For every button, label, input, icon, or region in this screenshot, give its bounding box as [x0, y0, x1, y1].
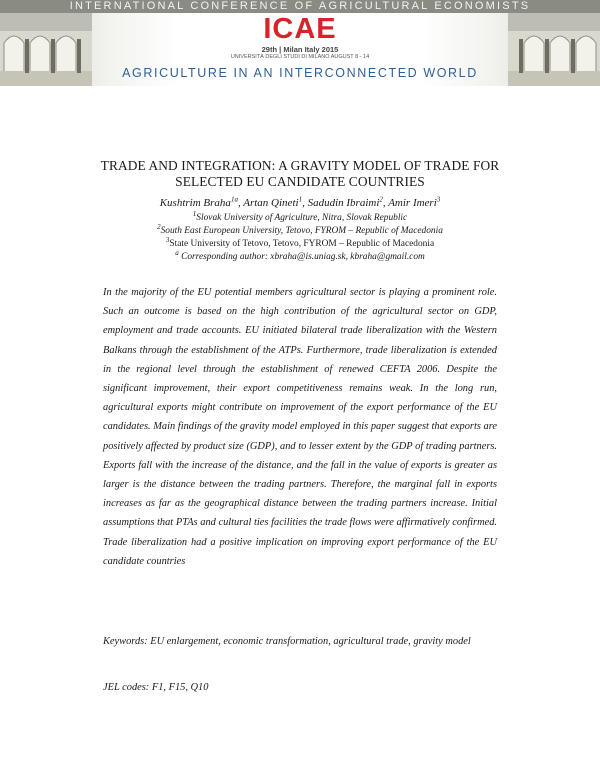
conference-edition: 29th | Milan Italy 2015	[261, 45, 339, 54]
title-line: SELECTED EU CANDIDATE COUNTRIES	[175, 174, 425, 189]
title-line: TRADE AND INTEGRATION: A GRAVITY MODEL OF TRADE FOR	[100, 158, 500, 173]
author-list	[60, 196, 540, 210]
keywords: Keywords: EU enlargement, economic transformation, agricultural trade, gravity model	[103, 636, 471, 647]
jel-codes: JEL codes: F1, F15, Q10	[103, 682, 209, 693]
affiliation: $^2$South East European University, Tetovo, FYROM – Republic of Macedonia	[157, 222, 443, 236]
corresponding-author: $^a$ Corresponding author: xbraha@is.uniag.sk, kbraha@gmail.com	[175, 248, 425, 262]
author: Amir Imeri$^3$	[388, 195, 441, 209]
author: Sadudin Ibraimi$^2$,	[307, 195, 389, 209]
conference-tagline: AGRICULTURE IN AN INTERCONNECTED WORLD	[122, 66, 478, 80]
conference-name: INTERNATIONAL CONFERENCE OF AGRICULTURAL ECONOMISTS	[0, 0, 600, 13]
author: Kushtrim Braha$^{1a}$,	[159, 195, 244, 209]
abstract-text: In the majority of the EU potential members agricultural sector is playing a prominent role. Such an outcome is based on the high contribution of the agricultural sector on GDP, employment and trade accounts. EU initiated bilateral trade liberalization with the Western Balkans through the establishment of the ATPs. Furthermore, trade liberalization is extended in the regional level through the establishment of renewed CEFTA 2006. Despite the significant improvement, their export competitiveness remains weak. In the long run, agricultural exports might contribute on improvement of the export performance of the EU candidates. Main findings of the gravity model employed in this paper suggest that exports are positively affected by product size (GDP), and to lesser extent by the GDP of trading partners. Exports fall with the increase of the distance, and the fall in the value of exports is greater as larger is the distance between the trading partners. Therefore, the marginal fall in exports increases as far as the geographical distance between the trading partners increase. Initial assumptions that PTAs and cultural ties facilities the trade flows were affirmatively confirmed. Trade liberalization had a positive implication on improving export performance of the EU candidate countries	[103, 287, 497, 567]
logo-text: ICAE	[263, 13, 337, 45]
paper-title	[60, 158, 540, 190]
conference-banner	[0, 0, 600, 86]
affiliation: $^1$Slovak University of Agriculture, Nitra, Slovak Republic	[192, 209, 408, 223]
author: Artan Qineti$^1$,	[243, 195, 308, 209]
affiliation: $^3$State University of Tetovo, Tetovo, FYROM – Republic of Macedonia	[165, 235, 435, 249]
conference-venue: UNIVERSITÀ DEGLI STUDI DI MILANO AUGUST 8 - 14	[230, 54, 370, 60]
icae-logo	[230, 13, 370, 61]
